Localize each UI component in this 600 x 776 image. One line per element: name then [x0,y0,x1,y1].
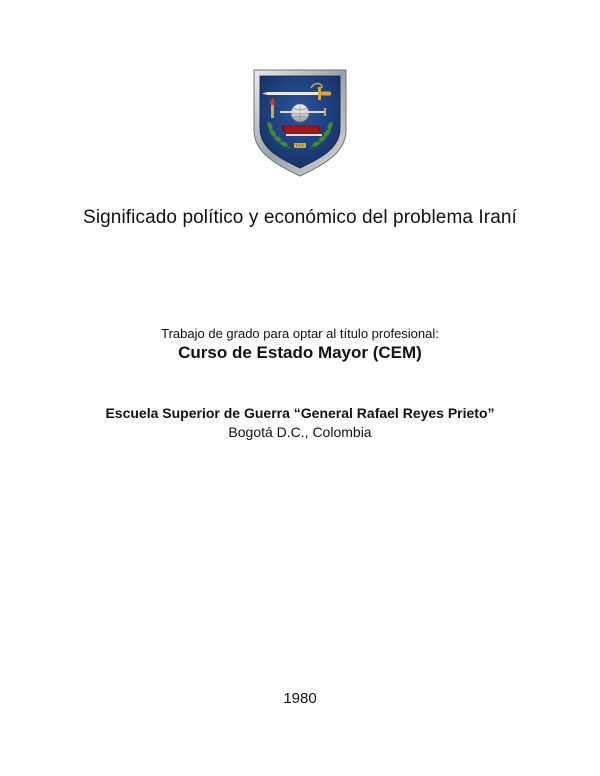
institution-crest-icon [252,68,348,178]
degree-intro: Trabajo de grado para optar al título profesional: [161,326,439,341]
document-title: Significado político y económico del problema Iraní [83,207,517,228]
institution-name: Escuela Superior de Guerra “General Rafael Reyes Prieto” [105,405,495,421]
publication-year: 1980 [283,690,317,707]
degree-name: Curso de Estado Mayor (CEM) [178,343,422,362]
location: Bogotá D.C., Colombia [228,424,372,440]
